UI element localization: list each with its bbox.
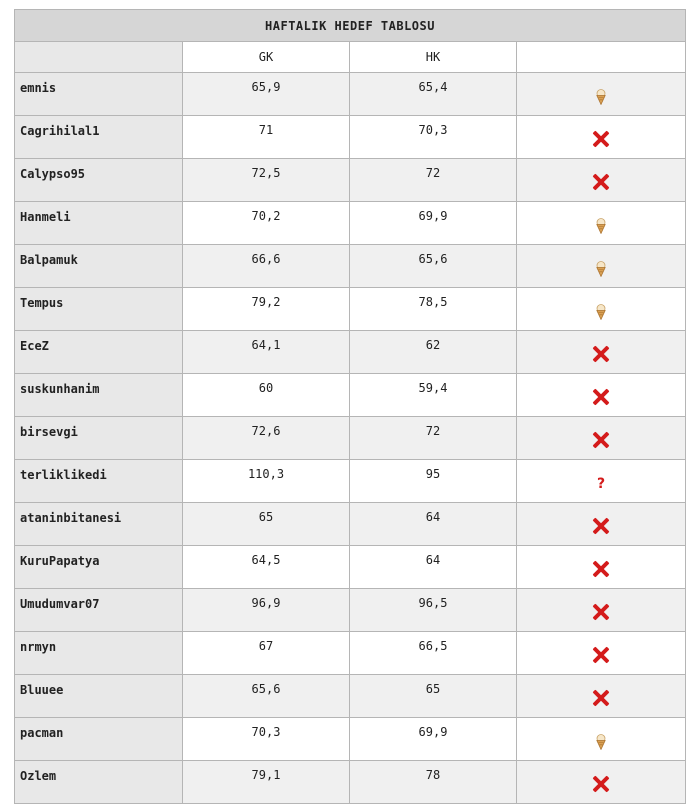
goal-table [14, 9, 686, 804]
gk-value: 79,1 [183, 761, 350, 804]
gk-value: 70,3 [183, 718, 350, 761]
hk-value: 69,9 [350, 202, 517, 245]
header-row [15, 42, 686, 73]
user-name: suskunhanim [15, 374, 183, 417]
cross-icon [592, 517, 610, 535]
hk-value: 62 [350, 331, 517, 374]
gk-value: 64,5 [183, 546, 350, 589]
user-name: Tempus [15, 288, 183, 331]
table-title: HAFTALIK HEDEF TABLOSU [15, 10, 686, 42]
user-name: terliklikedi [15, 460, 183, 503]
hk-value: 65,4 [350, 73, 517, 116]
user-name: nrmyn [15, 632, 183, 675]
status-cell [517, 675, 686, 718]
header-blank-status [517, 42, 686, 73]
hk-value: 72 [350, 417, 517, 460]
status-cell [517, 417, 686, 460]
status-cell [517, 589, 686, 632]
cross-icon [592, 775, 610, 793]
hk-value: 78,5 [350, 288, 517, 331]
hk-value: 66,5 [350, 632, 517, 675]
ice-cream-icon [595, 261, 607, 280]
status-cell [517, 159, 686, 202]
hk-value: 64 [350, 546, 517, 589]
table-row [15, 546, 686, 589]
status-cell [517, 245, 686, 288]
table-row [15, 718, 686, 761]
gk-value: 96,9 [183, 589, 350, 632]
table-row [15, 761, 686, 804]
gk-value: 71 [183, 116, 350, 159]
status-cell [517, 73, 686, 116]
gk-value: 60 [183, 374, 350, 417]
status-cell [517, 761, 686, 804]
gk-value: 65,6 [183, 675, 350, 718]
table-row [15, 288, 686, 331]
hk-value: 65,6 [350, 245, 517, 288]
user-name: emnis [15, 73, 183, 116]
user-name: Bluuee [15, 675, 183, 718]
hk-value: 72 [350, 159, 517, 202]
header-gk: GK [183, 42, 350, 73]
cross-icon [592, 173, 610, 191]
status-cell [517, 632, 686, 675]
gk-value: 79,2 [183, 288, 350, 331]
hk-value: 69,9 [350, 718, 517, 761]
status-cell [517, 331, 686, 374]
table-row [15, 245, 686, 288]
ice-cream-icon [595, 218, 607, 237]
gk-value: 65,9 [183, 73, 350, 116]
gk-value: 110,3 [183, 460, 350, 503]
user-name: KuruPapatya [15, 546, 183, 589]
gk-value: 70,2 [183, 202, 350, 245]
user-name: Balpamuk [15, 245, 183, 288]
status-cell [517, 460, 686, 503]
user-name: ataninbitanesi [15, 503, 183, 546]
status-cell [517, 503, 686, 546]
gk-value: 72,6 [183, 417, 350, 460]
table-row [15, 632, 686, 675]
cross-icon [592, 388, 610, 406]
status-cell [517, 546, 686, 589]
question-icon: ? [596, 475, 606, 492]
header-blank-name [15, 42, 183, 73]
hk-value: 59,4 [350, 374, 517, 417]
ice-cream-icon [595, 304, 607, 323]
gk-value: 66,6 [183, 245, 350, 288]
hk-value: 96,5 [350, 589, 517, 632]
table-row [15, 675, 686, 718]
status-cell [517, 374, 686, 417]
hk-value: 70,3 [350, 116, 517, 159]
table-row [15, 73, 686, 116]
gk-value: 72,5 [183, 159, 350, 202]
ice-cream-icon [595, 89, 607, 108]
table-row [15, 202, 686, 245]
cross-icon [592, 560, 610, 578]
table-row [15, 589, 686, 632]
status-cell [517, 718, 686, 761]
user-name: Hanmeli [15, 202, 183, 245]
header-hk: HK [350, 42, 517, 73]
table-row [15, 159, 686, 202]
status-cell [517, 202, 686, 245]
gk-value: 67 [183, 632, 350, 675]
ice-cream-icon [595, 734, 607, 753]
cross-icon [592, 646, 610, 664]
cross-icon [592, 689, 610, 707]
user-name: Umudumvar07 [15, 589, 183, 632]
status-cell [517, 288, 686, 331]
table-row [15, 116, 686, 159]
hk-value: 64 [350, 503, 517, 546]
status-cell [517, 116, 686, 159]
hk-value: 95 [350, 460, 517, 503]
cross-icon [592, 345, 610, 363]
gk-value: 65 [183, 503, 350, 546]
gk-value: 64,1 [183, 331, 350, 374]
title-row [15, 10, 686, 42]
table-row [15, 374, 686, 417]
hk-value: 78 [350, 761, 517, 804]
table-row [15, 503, 686, 546]
user-name: Ozlem [15, 761, 183, 804]
cross-icon [592, 431, 610, 449]
user-name: EceZ [15, 331, 183, 374]
user-name: pacman [15, 718, 183, 761]
table-row [15, 331, 686, 374]
hk-value: 65 [350, 675, 517, 718]
cross-icon [592, 130, 610, 148]
user-name: Calypso95 [15, 159, 183, 202]
cross-icon [592, 603, 610, 621]
user-name: Cagrihilal1 [15, 116, 183, 159]
user-name: birsevgi [15, 417, 183, 460]
table-row [15, 460, 686, 503]
table-row [15, 417, 686, 460]
